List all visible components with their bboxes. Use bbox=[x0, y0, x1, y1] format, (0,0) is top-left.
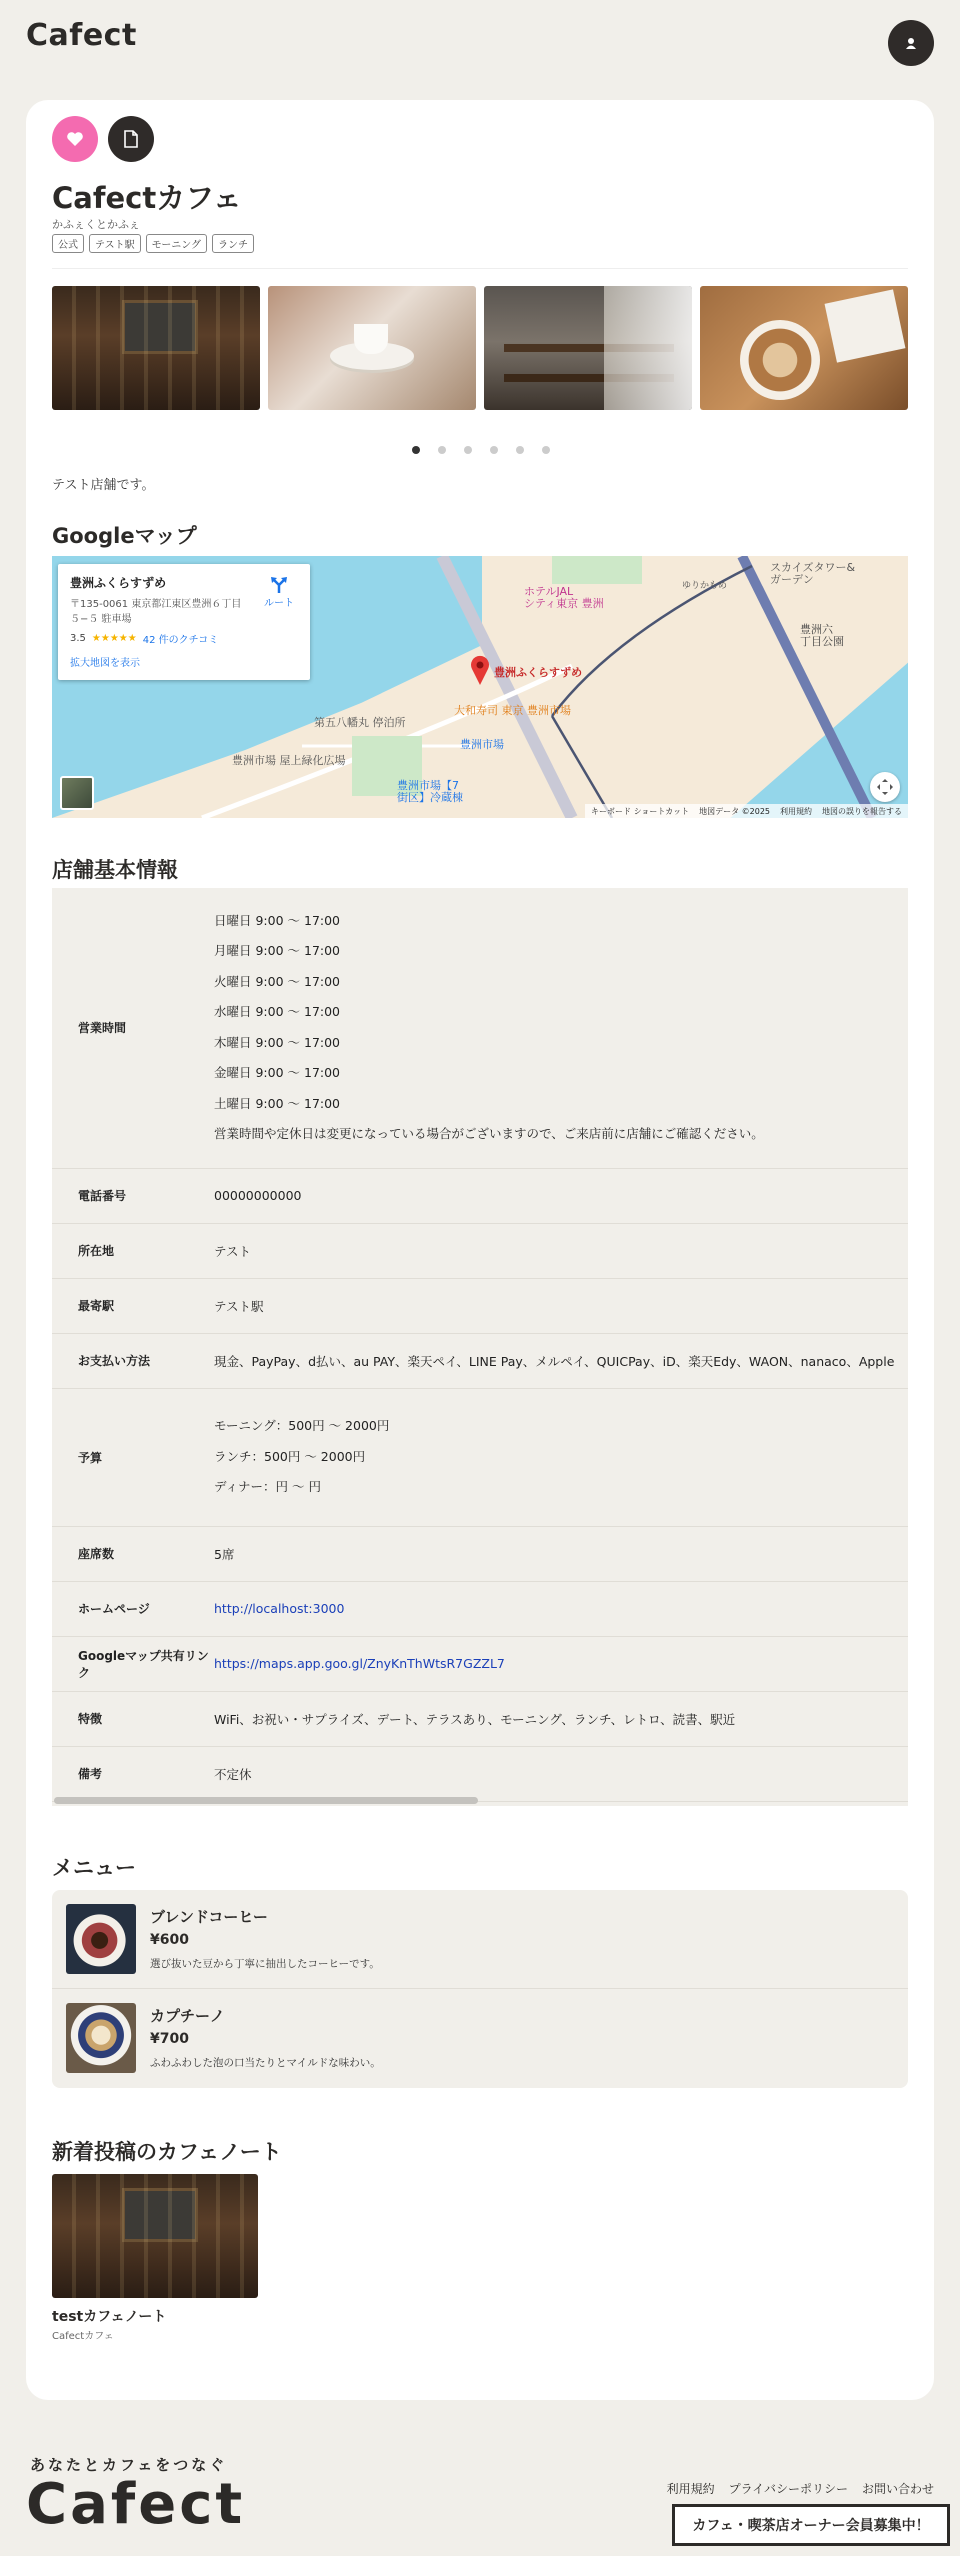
footer-logo[interactable]: Cafect bbox=[26, 2472, 246, 2537]
budget-value bbox=[214, 1388, 908, 1526]
shop-info-table[interactable] bbox=[52, 888, 908, 1806]
hours-line: 火曜日 9:00 〜 17:00 bbox=[214, 973, 341, 989]
menu-item[interactable] bbox=[66, 1890, 894, 1989]
map-place-rating bbox=[70, 631, 298, 646]
map-footer bbox=[585, 804, 908, 818]
map-camera-control[interactable] bbox=[870, 772, 900, 802]
pagination-dot[interactable] bbox=[464, 446, 472, 454]
pagination-dot[interactable] bbox=[438, 446, 446, 454]
menu-list bbox=[52, 1890, 908, 2088]
menu-item-name: カプチーノ bbox=[150, 2007, 225, 2025]
map-label-sky: スカイズタワー& ガーデン bbox=[770, 561, 856, 586]
map-pin-icon[interactable] bbox=[469, 654, 491, 686]
document-icon bbox=[124, 130, 138, 148]
menu-item-price: ¥600 bbox=[150, 1932, 189, 1948]
user-icon bbox=[904, 36, 918, 50]
footer-tagline: あなたとカフェをつなぐ bbox=[30, 2456, 228, 2474]
budget-line: ランチ：500円 〜 2000円 bbox=[214, 1448, 366, 1464]
map-label-sushi: 大和寿司 東京 豊洲市場 bbox=[454, 704, 571, 717]
shop-tags bbox=[52, 234, 254, 253]
reviews-link[interactable]: 42 件のクチコミ bbox=[142, 635, 219, 646]
menu-item-description: ふわふわした泡の口当たりとマイルドな味わい。 bbox=[150, 2057, 381, 2069]
route-label: ルート bbox=[264, 598, 294, 609]
rating-value: 3.5 bbox=[70, 633, 86, 644]
hours-line: 金曜日 9:00 〜 17:00 bbox=[214, 1065, 341, 1081]
map-footer-data: 地図データ ©2025 bbox=[699, 806, 770, 816]
table-row-budget bbox=[52, 1388, 908, 1526]
homepage-label: ホームページ bbox=[52, 1581, 214, 1636]
map-footer-report[interactable]: 地図の誤りを報告する bbox=[822, 806, 902, 816]
tag-item[interactable]: モーニング bbox=[146, 234, 207, 253]
station-label: 最寄駅 bbox=[52, 1278, 214, 1333]
map-label-park: 豊洲六 丁目公園 bbox=[800, 623, 844, 648]
map-label-market: 豊洲市場 bbox=[460, 738, 504, 751]
gmap-share-link[interactable]: https://maps.app.goo.gl/ZnyKnThWtsR7GZZL7 bbox=[214, 1636, 908, 1691]
table-row-seats bbox=[52, 1526, 908, 1581]
notes-section-title: 新着投稿のカフェノート bbox=[52, 2140, 282, 2164]
tag-item[interactable]: テスト駅 bbox=[89, 234, 141, 253]
table-row-gmap-link bbox=[52, 1636, 908, 1691]
address-value: テスト bbox=[214, 1223, 908, 1278]
directions-icon bbox=[270, 576, 288, 594]
hours-note: 営業時間や定休日は変更になっている場合がございますので、ご来店前に店舗にご確認ください。 bbox=[214, 1126, 764, 1142]
budget-line: モーニング：500円 〜 2000円 bbox=[214, 1418, 390, 1434]
gallery-photo-seating[interactable] bbox=[484, 286, 692, 410]
hours-line: 日曜日 9:00 〜 17:00 bbox=[214, 912, 341, 928]
table-row-features bbox=[52, 1691, 908, 1746]
pagination-dot[interactable] bbox=[516, 446, 524, 454]
route-button[interactable] bbox=[264, 576, 294, 609]
gallery-photo-latte[interactable] bbox=[700, 286, 908, 410]
satellite-toggle[interactable] bbox=[60, 776, 94, 810]
photo-gallery[interactable] bbox=[52, 286, 908, 410]
gmap-link-label: Googleマップ共有リンク bbox=[52, 1636, 214, 1691]
phone-label: 電話番号 bbox=[52, 1168, 214, 1223]
menu-item[interactable] bbox=[66, 1989, 894, 2088]
table-row-station bbox=[52, 1278, 908, 1333]
map-label-daigo: 第五八幡丸 停泊所 bbox=[314, 716, 406, 729]
map-label-road: ゆりかもめ bbox=[682, 581, 728, 591]
features-value: WiFi、お祝い・サプライズ、デート、テラスあり、モーニング、ランチ、レトロ、読書、駅近 bbox=[214, 1691, 908, 1746]
favorite-button[interactable] bbox=[52, 116, 98, 162]
divider bbox=[52, 268, 908, 269]
table-row-hours bbox=[52, 888, 908, 1168]
phone-value: 00000000000 bbox=[214, 1168, 908, 1223]
top-bar bbox=[0, 0, 960, 80]
seats-label: 座席数 bbox=[52, 1526, 214, 1581]
shop-name: Cafectカフェ bbox=[52, 181, 242, 215]
payment-value: 現金、PayPay、d払い、au PAY、楽天ペイ、LINE Pay、メルペイ、QUICPay、iD、楽天Edy、WAON、nanaco、Apple bbox=[214, 1333, 908, 1388]
menu-item-description: 選び抜いた豆から丁寧に抽出したコーヒーです。 bbox=[150, 1958, 380, 1970]
footer-link-privacy[interactable]: プライバシーポリシー bbox=[728, 2482, 848, 2496]
footer-link-terms[interactable]: 利用規約 bbox=[666, 2482, 715, 2496]
hours-label: 営業時間 bbox=[52, 888, 214, 1168]
header-logo[interactable]: Cafect bbox=[26, 18, 137, 53]
info-section-title: 店舗基本情報 bbox=[52, 858, 178, 882]
table-row-notes bbox=[52, 1746, 908, 1801]
map-footer-shortcuts[interactable]: キーボード ショートカット bbox=[591, 806, 690, 816]
table-row-homepage bbox=[52, 1581, 908, 1636]
tag-item[interactable]: ランチ bbox=[212, 234, 254, 253]
table-horizontal-scrollbar[interactable] bbox=[54, 1797, 478, 1804]
payment-label: お支払い方法 bbox=[52, 1333, 214, 1388]
hours-line: 土曜日 9:00 〜 17:00 bbox=[214, 1095, 341, 1111]
gallery-photo-cup[interactable] bbox=[268, 286, 476, 410]
shop-kana: かふぇくとかふぇ bbox=[52, 218, 140, 231]
table-row-address bbox=[52, 1223, 908, 1278]
owner-signup-button[interactable]: カフェ・喫茶店オーナー会員募集中！ bbox=[672, 2504, 950, 2546]
cafe-note-photo[interactable] bbox=[52, 2174, 258, 2298]
hours-line: 木曜日 9:00 〜 17:00 bbox=[214, 1034, 341, 1050]
write-note-button[interactable] bbox=[108, 116, 154, 162]
hours-line: 水曜日 9:00 〜 17:00 bbox=[214, 1004, 341, 1020]
map-section-title: Googleマップ bbox=[52, 524, 197, 548]
seats-value: 5席 bbox=[214, 1526, 908, 1581]
map-place-address: 〒135-0061 東京都江東区豊洲６丁目５−５ 駐車場 bbox=[70, 599, 242, 625]
map-footer-terms[interactable]: 利用規約 bbox=[780, 806, 812, 816]
gallery-photo-interior[interactable] bbox=[52, 286, 260, 410]
cafe-note-shop: Cafectカフェ bbox=[52, 2331, 114, 2342]
heart-icon bbox=[66, 131, 84, 147]
footer-links bbox=[667, 2480, 934, 2497]
budget-line: ディナー：円 〜 円 bbox=[214, 1479, 321, 1495]
map-label-hotel: ホテルJAL シティ東京 豊洲 bbox=[524, 585, 604, 610]
features-label: 特徴 bbox=[52, 1691, 214, 1746]
map-label-plaza: 豊洲市場 屋上緑化広場 bbox=[232, 754, 346, 767]
menu-item-photo bbox=[66, 1904, 136, 1974]
google-map[interactable] bbox=[52, 556, 908, 818]
budget-label: 予算 bbox=[52, 1388, 214, 1526]
address-label: 所在地 bbox=[52, 1223, 214, 1278]
homepage-link[interactable]: http://localhost:3000 bbox=[214, 1581, 908, 1636]
map-label-frozen: 豊洲市場【7 街区】冷蔵棟 bbox=[397, 779, 463, 804]
notes-label: 備考 bbox=[52, 1746, 214, 1801]
site-footer bbox=[0, 2440, 960, 2556]
table-row-phone bbox=[52, 1168, 908, 1223]
tag-item[interactable]: 公式 bbox=[52, 234, 84, 253]
user-menu-button[interactable] bbox=[888, 20, 934, 66]
map-info-card bbox=[58, 564, 310, 680]
footer-link-contact[interactable]: お問い合わせ bbox=[861, 2482, 934, 2496]
map-label-pin: 豊洲ふくらすずめ bbox=[494, 666, 583, 679]
hours-line: 月曜日 9:00 〜 17:00 bbox=[214, 943, 341, 959]
pagination-dot-active[interactable] bbox=[412, 446, 420, 454]
move-icon bbox=[876, 778, 894, 796]
station-value: テスト駅 bbox=[214, 1278, 908, 1333]
pagination-dot[interactable] bbox=[542, 446, 550, 454]
cafe-note-title[interactable]: testカフェノート bbox=[52, 2309, 167, 2325]
hours-value bbox=[214, 888, 908, 1168]
pagination-dot[interactable] bbox=[490, 446, 498, 454]
large-map-link[interactable]: 拡大地図を表示 bbox=[70, 658, 140, 669]
shop-detail-card bbox=[26, 100, 934, 2400]
star-icon: ★★★★★ bbox=[91, 633, 137, 644]
shop-description: テスト店舗です。 bbox=[52, 478, 155, 493]
notes-value: 不定休 bbox=[214, 1746, 908, 1801]
gallery-pagination bbox=[412, 446, 550, 454]
menu-item-price: ¥700 bbox=[150, 2031, 189, 2047]
menu-item-name: ブレンドコーヒー bbox=[150, 1908, 268, 1926]
menu-item-photo bbox=[66, 2003, 136, 2073]
table-row-payment bbox=[52, 1333, 908, 1388]
map-place-title: 豊洲ふくらすずめ bbox=[70, 576, 167, 590]
menu-section-title: メニュー bbox=[52, 1856, 136, 1880]
